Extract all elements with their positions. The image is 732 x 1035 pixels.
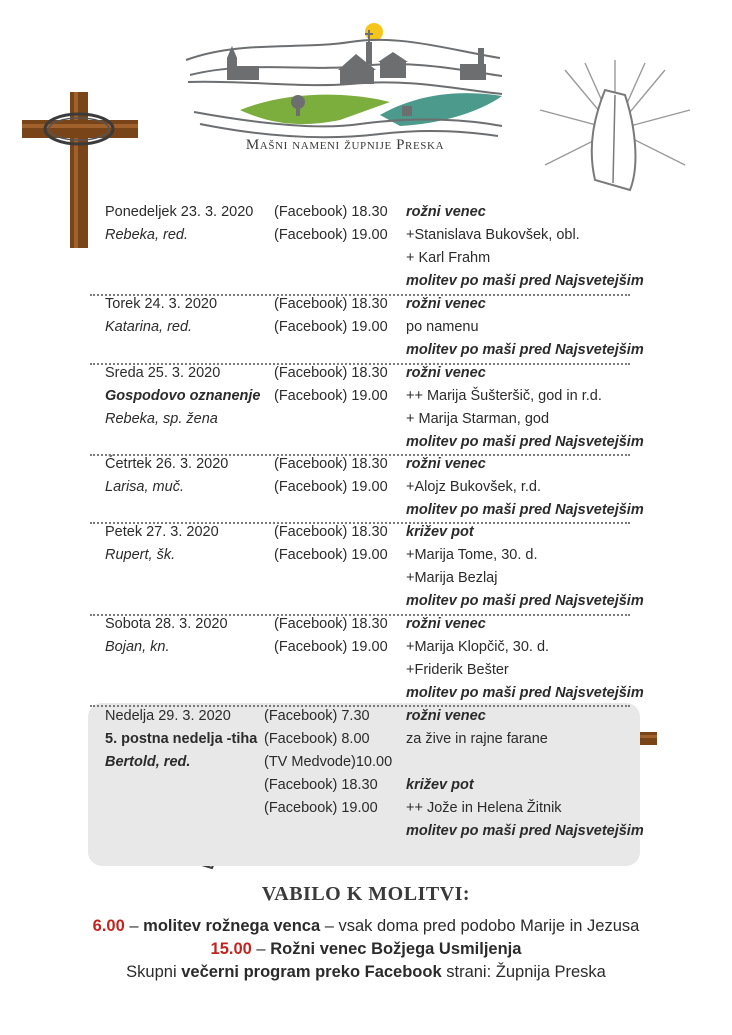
day-info: Četrtek 26. 3. 2020 <box>105 456 229 472</box>
praying-hands-icon <box>535 55 695 205</box>
invitation-highlight: večerni program preko Facebook <box>181 963 442 981</box>
mass-intention: +Stanislava Bukovšek, obl. <box>406 227 580 243</box>
mass-time: (Facebook) 19.00 <box>274 388 388 404</box>
mass-intention: + Marija Starman, god <box>406 411 550 427</box>
mass-time: (Facebook) 18.30 <box>274 456 388 472</box>
day-info: Sreda 25. 3. 2020 <box>105 365 221 381</box>
mass-time: (Facebook) 18.30 <box>274 524 388 540</box>
mass-intention: rožni venec <box>406 296 486 312</box>
invitation-line-1: 6.00 – molitev rožnega venca – vsak doma pred podobo Marije in Jezusa <box>92 917 640 935</box>
day-info: Bojan, kn. <box>105 639 170 655</box>
dotted-divider <box>90 294 630 296</box>
mass-intention: molitev po maši pred Najsvetejšim <box>406 685 644 701</box>
day-info: Nedelja 29. 3. 2020 <box>105 708 231 724</box>
day-info: Larisa, muč. <box>105 479 184 495</box>
mass-intention: + Karl Frahm <box>406 250 491 266</box>
mass-intention: +Marija Bezlaj <box>406 570 498 586</box>
mass-intention: rožni venec <box>406 204 486 220</box>
mass-time: (Facebook) 19.00 <box>274 639 388 655</box>
mass-time: (Facebook) 19.00 <box>274 479 388 495</box>
invitation-line-2: 15.00 – Rožni venec Božjega Usmiljenja <box>210 940 522 958</box>
invitation-highlight: molitev rožnega venca <box>143 917 321 935</box>
mass-intention: molitev po maši pred Najsvetejšim <box>406 273 644 289</box>
mass-time: (Facebook) 19.00 <box>274 227 388 243</box>
day-info: Ponedeljek 23. 3. 2020 <box>105 204 254 220</box>
mass-intention: +Friderik Bešter <box>406 662 509 678</box>
day-info: Rebeka, red. <box>105 227 189 243</box>
invitation-title: VABILO K MOLITVI: <box>261 883 471 905</box>
dotted-divider <box>90 454 630 456</box>
mass-intention: molitev po maši pred Najsvetejšim <box>406 502 644 518</box>
mass-intention: molitev po maši pred Najsvetejšim <box>406 342 644 358</box>
day-info: Katarina, red. <box>105 319 193 335</box>
mass-time: (Facebook) 18.30 <box>264 777 378 793</box>
mass-intention: rožni venec <box>406 365 486 381</box>
mass-intention: molitev po maši pred Najsvetejšim <box>406 593 644 609</box>
mass-time: (Facebook) 8.00 <box>264 731 370 747</box>
day-info: Bertold, red. <box>105 754 191 770</box>
mass-time: (TV Medvode)10.00 <box>264 754 393 770</box>
day-info: Gospodovo oznanenje <box>105 388 261 404</box>
invitation-time: 6.00 <box>92 917 125 935</box>
mass-intention: molitev po maši pred Najsvetejšim <box>406 823 644 839</box>
mass-time: (Facebook) 18.30 <box>274 204 388 220</box>
day-info: Rebeka, sp. žena <box>105 411 218 427</box>
dotted-divider <box>90 363 630 365</box>
dotted-divider <box>90 522 630 524</box>
mass-intention: rožni venec <box>406 456 486 472</box>
mass-intention: +Marija Tome, 30. d. <box>406 547 538 563</box>
mass-intention: za žive in rajne farane <box>406 731 548 747</box>
mass-time: (Facebook) 18.30 <box>274 296 388 312</box>
mass-intention: križev pot <box>406 777 474 793</box>
mass-intention: rožni venec <box>406 616 486 632</box>
mass-intention: +Alojz Bukovšek, r.d. <box>406 479 541 495</box>
mass-time: (Facebook) 18.30 <box>274 616 388 632</box>
mass-time: (Facebook) 19.00 <box>274 547 388 563</box>
day-info: Rupert, šk. <box>105 547 176 563</box>
day-info: Petek 27. 3. 2020 <box>105 524 219 540</box>
mass-time: (Facebook) 19.00 <box>264 800 378 816</box>
mass-intention: po namenu <box>406 319 479 335</box>
mass-intention: križev pot <box>406 524 474 540</box>
dotted-divider <box>90 614 630 616</box>
mass-intention: rožni venec <box>406 708 486 724</box>
invitation-line-3: Skupni večerni program preko Facebook strani: Župnija Preska <box>126 963 606 981</box>
mass-time: (Facebook) 19.00 <box>274 319 388 335</box>
mass-intention: molitev po maši pred Najsvetejšim <box>406 434 644 450</box>
mass-time: (Facebook) 7.30 <box>264 708 370 724</box>
mass-intention: +Marija Klopčič, 30. d. <box>406 639 550 655</box>
parish-title: Mašni nameni župnije Preska <box>245 137 445 153</box>
invitation-highlight: Rožni venec Božjega Usmiljenja <box>270 940 522 958</box>
mass-intention: ++ Jože in Helena Žitnik <box>406 800 562 816</box>
invitation-time: 15.00 <box>210 940 252 958</box>
day-info: 5. postna nedelja -tiha <box>105 731 258 747</box>
day-info: Sobota 28. 3. 2020 <box>105 616 228 632</box>
mass-intention: ++ Marija Šušteršič, god in r.d. <box>406 388 602 404</box>
day-info: Torek 24. 3. 2020 <box>105 296 218 312</box>
mass-time: (Facebook) 18.30 <box>274 365 388 381</box>
